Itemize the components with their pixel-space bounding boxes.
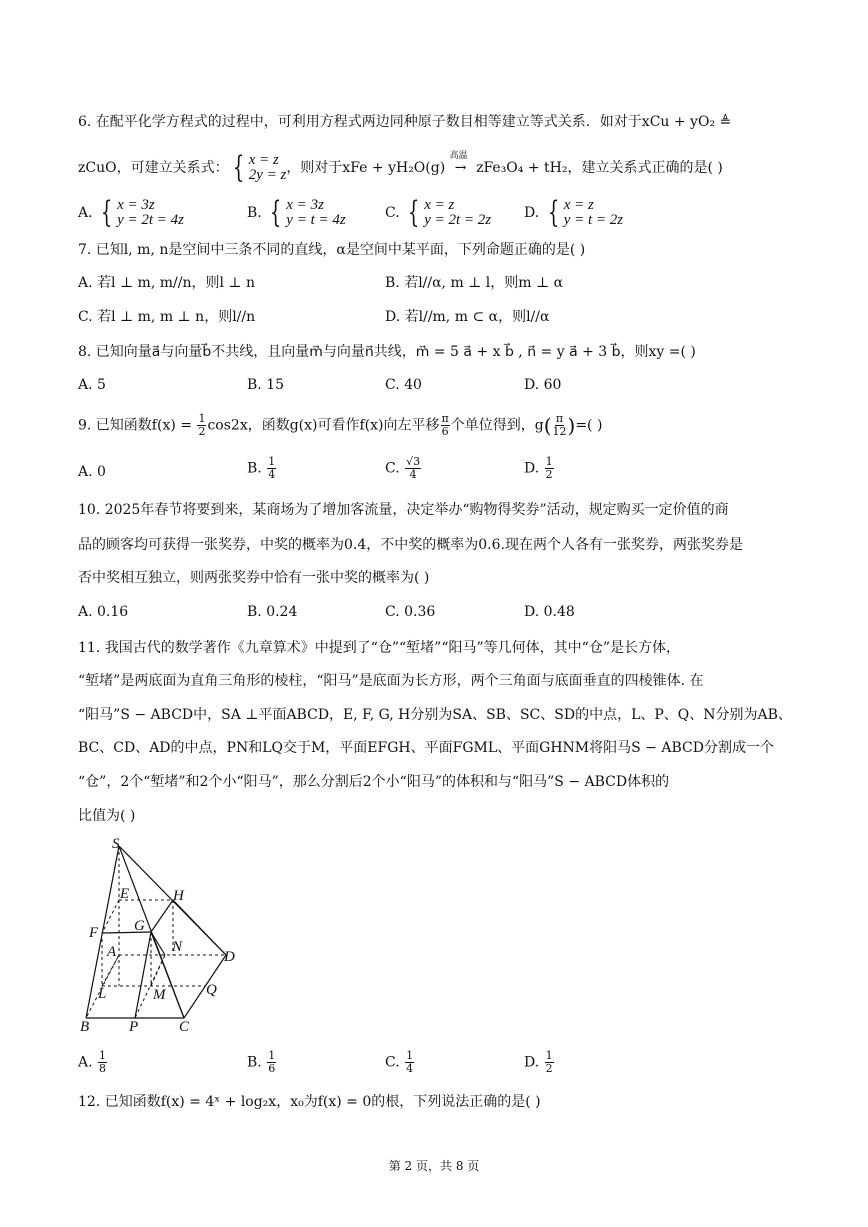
q7-stem: 7. 已知l, m, n是空间中三条不同的直线，α是空间中某平面，下列命题正确的是( ) — [78, 242, 586, 258]
label-B: B — [80, 1019, 90, 1034]
label-F: F — [89, 925, 99, 941]
label-N: N — [172, 939, 183, 955]
label-G: G — [134, 918, 145, 934]
q11-line2: “堑堵”是两底面为直角三角形的棱柱，“阳马”是底面为长方形，两个三角面与底面垂直的四棱锥体. 在 — [78, 673, 704, 689]
q9-option-c[interactable]: C. $\frac{√3}{4}$ — [385, 455, 421, 481]
q9-frac-pi6: $\frac{\pi}{6}$ — [441, 412, 449, 438]
q8-option-c[interactable]: C. 40 — [385, 377, 422, 393]
q6-option-a[interactable]: A. { x = 3z y = 2t = 4z — [78, 195, 185, 230]
q7-option-d[interactable]: D. 若l//m, m ⊂ α，则l//α — [385, 309, 550, 325]
q11-option-d[interactable]: D. $\frac{1}{2}$ — [524, 1049, 553, 1075]
q6-sys-eq1: x = z — [248, 152, 279, 168]
q6-line2 — [78, 150, 723, 185]
q6-system: { x = z 2y = z — [232, 150, 287, 185]
q10-option-c[interactable]: C. 0.36 — [385, 604, 436, 620]
q12-stem: 12. 已知函数f(x) = 4ˣ + log₂x，x₀为f(x) = 0的根，下列说法正确的是( ) — [78, 1094, 541, 1110]
page-footer: 第 2 页，共 8 页 — [388, 1159, 480, 1173]
q7-option-a[interactable]: A. 若l ⊥ m, m//n，则l ⊥ n — [78, 275, 256, 291]
q6-option-b[interactable]: B. { x = 3z y = t = 4z — [247, 195, 346, 230]
q6-line1: 6. 在配平化学方程式的过程中，可利用方程式两边同种原子数目相等建立等式关系．如对于xCu + yO₂ ≜ — [78, 114, 732, 130]
q6-option-c[interactable]: C. { x = z y = 2t = 2z — [385, 195, 492, 230]
label-M: M — [153, 987, 166, 1003]
label-C: C — [179, 1019, 190, 1034]
q8-option-a[interactable]: A. 5 — [78, 377, 106, 393]
q9-frac-half: $\frac{1}{2}$ — [198, 412, 206, 438]
q6-sys-eq2: 2y = z — [248, 167, 287, 183]
q7-option-c[interactable]: C. 若l ⊥ m, m ⊥ n，则l//n — [78, 309, 256, 325]
q9-stem: 9. 已知函数f(x) = $\frac{1}{2}$ cos2x，函数g(x)可看作f(x)向左平移 $\frac{\pi}{6}$ 个单位得到，g( $\frac{\pi}{12}$ )=( ) — [78, 412, 603, 438]
q11-line4: BC、CD、AD的中点，PN和LQ交于M，平面EFGH、平面FGML、平面GHNM将阳马S − ABCD分割成一个 — [78, 740, 774, 756]
label-Q: Q — [206, 982, 217, 998]
label-H: H — [173, 888, 184, 904]
q6-line2-a: zCuO，可建立关系式： — [78, 160, 229, 176]
q8-stem: 8. 已知向量a⃗与向量b⃗不共线，且向量m⃗与向量n⃗共线，m⃗ = 5 a⃗ + x b⃗ , n⃗ = y a⃗ + 3 b⃗，则xy =( ) — [78, 344, 696, 360]
q9-option-d[interactable]: D. $\frac{1}{2}$ — [524, 455, 553, 481]
q11-option-a[interactable]: A. $\frac{1}{8}$ — [78, 1049, 107, 1075]
q11-line1: 11. 我国古代的数学著作《九章算术》中提到了“仓”“堑堵”“阳马”等几何体，其中“仓”是长方体， — [78, 640, 680, 656]
label-E: E — [120, 886, 130, 902]
q9-option-a[interactable]: A. 0 — [78, 464, 106, 480]
label-A: A — [107, 944, 117, 960]
q10-option-a[interactable]: A. 0.16 — [78, 604, 129, 620]
q11-line6: 比值为( ) — [78, 808, 136, 824]
q10-line2: 品的顾客均可获得一张奖券，中奖的概率为0.4，不中奖的概率为0.6.现在两个人各有一张奖券，两张奖券是 — [78, 537, 743, 553]
label-S: S — [112, 838, 120, 852]
q10-line3: 否中奖相互独立，则两张奖券中恰有一张中奖的概率为( ) — [78, 570, 430, 586]
q10-line1: 10. 2025年春节将要到来，某商场为了增加客流量，决定举办“购物得奖券”活动，规定购买一定价值的商 — [78, 502, 729, 518]
q8-option-d[interactable]: D. 60 — [524, 377, 562, 393]
q6-arrow: → — [454, 160, 467, 176]
q10-option-d[interactable]: D. 0.48 — [524, 604, 575, 620]
q6-line2-c: zFe₃O₄ + tH₂，建立关系式正确的是( ) — [476, 160, 723, 176]
q6-line2-b: ，则对于xFe + yH₂O(g) — [286, 160, 446, 176]
q11-option-b[interactable]: B. $\frac{1}{6}$ — [247, 1049, 276, 1075]
q6-option-d[interactable]: D. { x = z y = t = 2z — [524, 195, 624, 230]
q8-option-b[interactable]: B. 15 — [247, 377, 285, 393]
label-L: L — [98, 986, 107, 1002]
label-D: D — [224, 949, 235, 965]
yangma-pyramid-figure — [76, 838, 246, 1034]
q9-option-b[interactable]: B. $\frac{1}{4}$ — [247, 455, 276, 481]
q9-frac-pi12: $\frac{\pi}{12}$ — [552, 412, 567, 438]
q6-arrow-label: 高温 — [449, 151, 468, 161]
q10-option-b[interactable]: B. 0.24 — [247, 604, 298, 620]
q11-line5: “仓”，2个“堑堵”和2个小“阳马”，那么分割后2个小“阳马”的体积和与“阳马”S − ABCD体积的 — [78, 774, 670, 790]
q11-line3: “阳马”S − ABCD中，SA ⊥平面ABCD，E, F, G, H分别为SA、SB、SC、SD的中点，L、P、Q、N分别为AB、 — [78, 707, 792, 723]
label-P: P — [129, 1019, 139, 1034]
q7-option-b[interactable]: B. 若l//α, m ⊥ l，则m ⊥ α — [385, 275, 564, 291]
q11-option-c[interactable]: C. $\frac{1}{4}$ — [385, 1049, 414, 1075]
